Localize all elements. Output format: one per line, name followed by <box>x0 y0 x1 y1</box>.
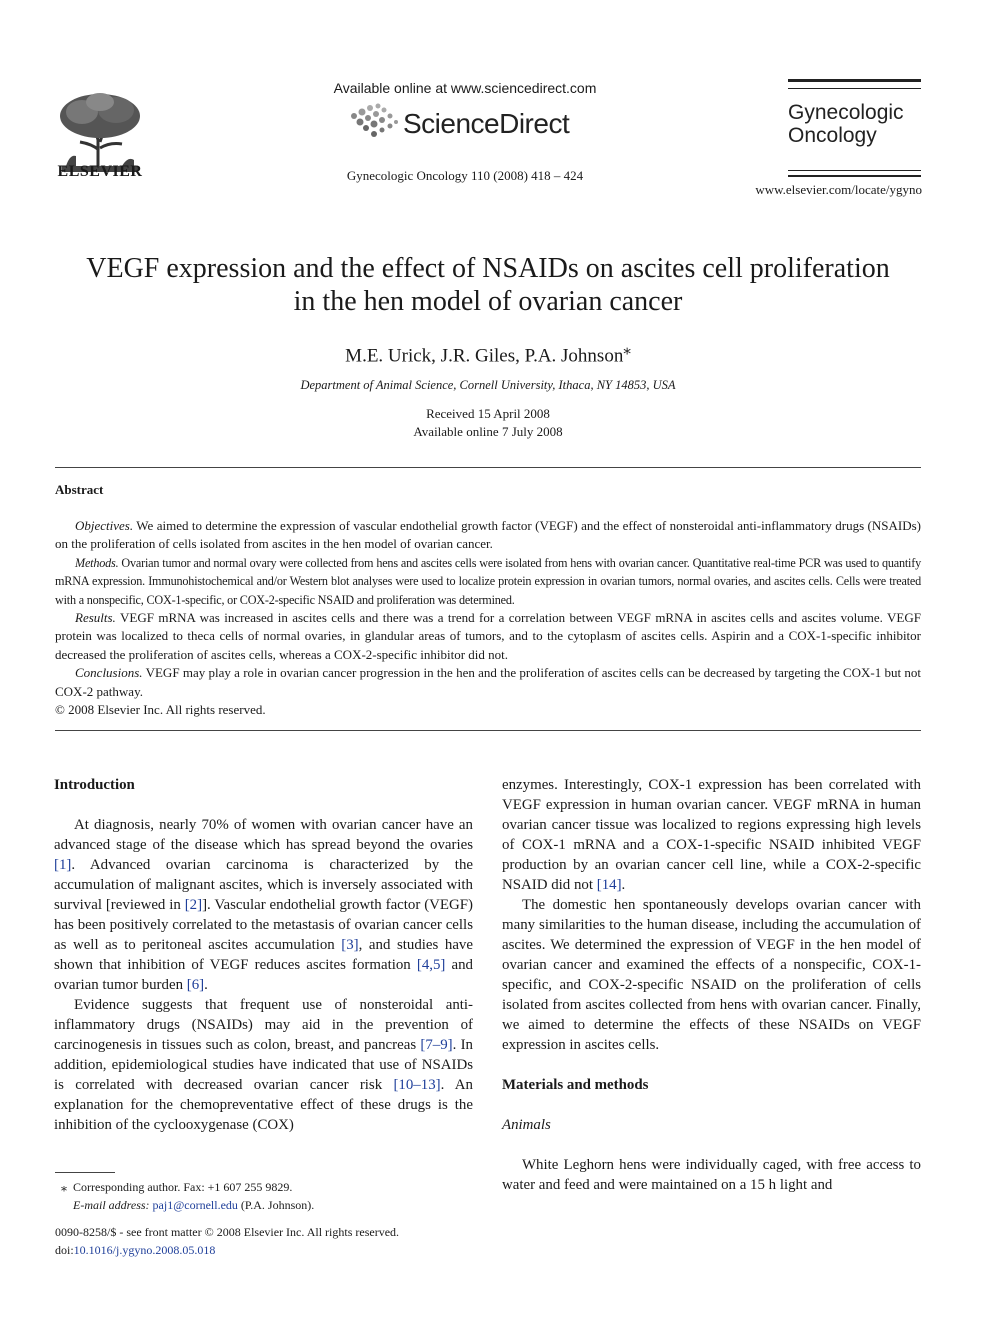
journal-name <box>788 101 928 147</box>
sciencedirect-logo[interactable] <box>348 102 588 146</box>
publisher-name: ELSEVIER <box>57 163 143 180</box>
abstract-methods <box>55 554 921 609</box>
text-span: . Advanced ovarian carcinoma is characterized by the accumulation of malignant ascites, which is inversely associated with survival [reviewed in <box>54 857 473 913</box>
animals-subheading: Animals <box>502 1117 551 1133</box>
abstract-copyright: © 2008 Elsevier Inc. All rights reserved. <box>55 702 266 718</box>
citation-link[interactable]: [6] <box>186 977 205 993</box>
abstract-results <box>55 609 921 664</box>
objectives-text: We aimed to determine the expression of vascular endothelial growth factor (VEGF) and the effect of nonsteroidal anti-inflammatory drugs (NSAIDs) on the proliferation of cells isolated from ascites in the hen model of ovarian cancer. <box>55 518 921 552</box>
article-title-line1: VEGF expression and the effect of NSAIDs on ascites cell proliferation <box>86 253 890 284</box>
citation-link[interactable]: [10–13] <box>393 1077 441 1093</box>
journal-rule-bottom <box>788 170 921 177</box>
doi-label: doi: <box>55 1243 74 1257</box>
conclusions-text: VEGF may play a role in ovarian cancer progression in the hen and the proliferation of ascites cells can be decreased by targeting the COX-1 but not COX-2 pathway. <box>55 665 921 699</box>
journal-rule-top <box>788 79 921 89</box>
email-label: E-mail address: <box>73 1198 150 1212</box>
abstract-bottom-rule <box>55 730 921 731</box>
abstract-objectives <box>55 517 921 554</box>
intro-paragraph-2 <box>54 995 473 1135</box>
intro-paragraph-1 <box>54 815 473 995</box>
objectives-label: Objectives. <box>75 518 134 533</box>
received-date: Received 15 April 2008 <box>426 406 550 421</box>
citation-link[interactable]: [2] <box>184 897 203 913</box>
journal-name-line2: Oncology <box>788 124 877 147</box>
journal-url-link[interactable]: www.elsevier.com/locate/ygyno <box>755 182 922 197</box>
doi-link[interactable]: 10.1016/j.ygyno.2008.05.018 <box>73 1243 216 1257</box>
body-column-left <box>54 775 473 1135</box>
email-link[interactable]: paj1@cornell.edu <box>152 1198 238 1212</box>
issn-line: 0090-8258/$ - see front matter © 2008 Elsevier Inc. All rights reserved. <box>55 1225 400 1239</box>
author-list <box>60 340 916 367</box>
front-matter-info <box>55 1223 475 1259</box>
email-suffix: (P.A. Johnson). <box>237 1198 315 1212</box>
text-span: . <box>204 977 208 993</box>
body-column-right <box>502 775 921 1195</box>
author-names: M.E. Urick, J.R. Giles, P.A. Johnson <box>345 345 624 367</box>
footnote-mark: ⁎ <box>61 1180 67 1194</box>
sciencedirect-wordmark: ScienceDirect <box>403 108 570 139</box>
text-span: . <box>621 877 626 893</box>
text-span: , and studies have shown that inhibition of VEGF reduces ascites formation <box>54 937 473 973</box>
text-span: . An explanation for the chemopreventative effect of these drugs is the inhibition of the cyclooxygenase (COX) <box>54 1077 473 1133</box>
abstract-conclusions <box>55 664 921 701</box>
abstract-body <box>55 517 921 719</box>
text-span: At diagnosis, nearly 70% of women with ovarian cancer have an advanced stage of the disease which has spread beyond the ovaries <box>54 817 473 853</box>
intro-paragraph-3: The domestic hen spontaneously develops ovarian cancer with many similarities to the human disease, including the accumulation of ascites. We determined the expression of VEGF in the hen model of ovarian cancer and examined the effects of a nonspecific, COX-1-specific, and COX-2-specific NSAID on the proliferation of cells isolated from ascites collected from hens with ovarian cancer. Finally, we aimed to determine the effects of these NSAIDs on VEGF expression in ascites cells. <box>502 897 921 1053</box>
conclusions-label: Conclusions. <box>75 665 143 681</box>
citation-link[interactable]: [7–9] <box>420 1037 453 1053</box>
results-label: Results. <box>75 610 116 626</box>
citation-link[interactable]: [1] <box>54 857 72 873</box>
citation-link[interactable]: [4,5] <box>416 957 446 973</box>
text-span: Evidence suggests that frequent use of nonsteroidal anti-inflammatory drugs (NSAIDs) may aid in the prevention of carcinogenesis in tissues such as colon, breast, and pancreas <box>54 997 473 1053</box>
corresponding-author-footnote <box>55 1178 475 1214</box>
text-span: . In addition, epidemiological studies have indicated that use of NSAIDs is correlated with decreased ovarian cancer risk <box>54 1037 473 1093</box>
corresponding-author-mark[interactable]: ⁎ <box>623 342 631 358</box>
methods-text: Ovarian tumor and normal ovary were collected from hens and ascites cells were isolated from hens with ovarian cancer. Quantitative real-time PCR was used to quantify mRNA expression. Immunohistochemical and/or Western blot analyses were used to localize protein expression in ovarian tumors, normal ovaries, and ascites cells. Cells were treated with a nonspecific, COX-1-specific, or COX-2-specific NSAID and proliferation was determined. <box>55 555 921 607</box>
text-span: ]. Vascular endothelial growth factor (VEGF) has been positively correlated to the metastasis of ovarian cancer cells as well as to peritoneal ascites accumulation <box>54 897 474 953</box>
animals-paragraph: White Leghorn hens were individually caged, with free access to water and feed and were maintained on a 15 h light and <box>502 1157 921 1193</box>
footnote-rule <box>55 1172 115 1173</box>
journal-citation: Gynecologic Oncology 110 (2008) 418 – 424 <box>346 168 584 183</box>
abstract-heading: Abstract <box>55 482 104 497</box>
online-date: Available online 7 July 2008 <box>413 424 563 439</box>
methods-heading: Materials and methods <box>502 1077 649 1093</box>
results-text: VEGF mRNA was increased in ascites cells and there was a trend for a correlation between VEGF mRNA in ascites cells and ascites volume. VEGF protein was localized to theca cells of normal ovaries, in glandular areas of tumors, and to the cytoplasm of ascites cells. Aspirin and a COX-1-specific inhibitor decreased the proliferation of ascites cells, whereas a COX-2-specific inhibitor did not. <box>55 610 921 662</box>
introduction-heading: Introduction <box>54 777 135 793</box>
corresponding-author-text: Corresponding author. Fax: +1 607 255 9829. <box>73 1180 293 1194</box>
sciencedirect-dots-icon <box>348 102 408 142</box>
intro-paragraph-2-continued <box>502 775 921 895</box>
article-dates <box>60 405 916 441</box>
article-title <box>60 252 916 318</box>
text-span: and ovarian tumor burden <box>54 957 473 993</box>
abstract-top-rule <box>55 467 921 468</box>
journal-name-line1: Gynecologic <box>788 101 904 124</box>
article-title-line2: in the hen model of ovarian cancer <box>293 286 683 317</box>
citation-link[interactable]: [3] <box>341 937 359 953</box>
citation-link[interactable]: [14] <box>596 877 622 893</box>
author-affiliation: Department of Animal Science, Cornell University, Ithaca, NY 14853, USA <box>300 378 676 392</box>
available-online-text[interactable]: Available online at www.sciencedirect.com <box>333 80 597 96</box>
text-span: enzymes. Interestingly, COX-1 expression has been correlated with VEGF expression in human ovarian cancer. VEGF mRNA in human ovarian cancer tissue was localized to regions expressing high levels of COX-1 mRNA and a COX-1-specific NSAID inhibited VEGF production by an ovarian cancer cell line, while a COX-2-specific NSAID did not <box>502 777 921 893</box>
methods-label: Methods. <box>75 555 119 570</box>
